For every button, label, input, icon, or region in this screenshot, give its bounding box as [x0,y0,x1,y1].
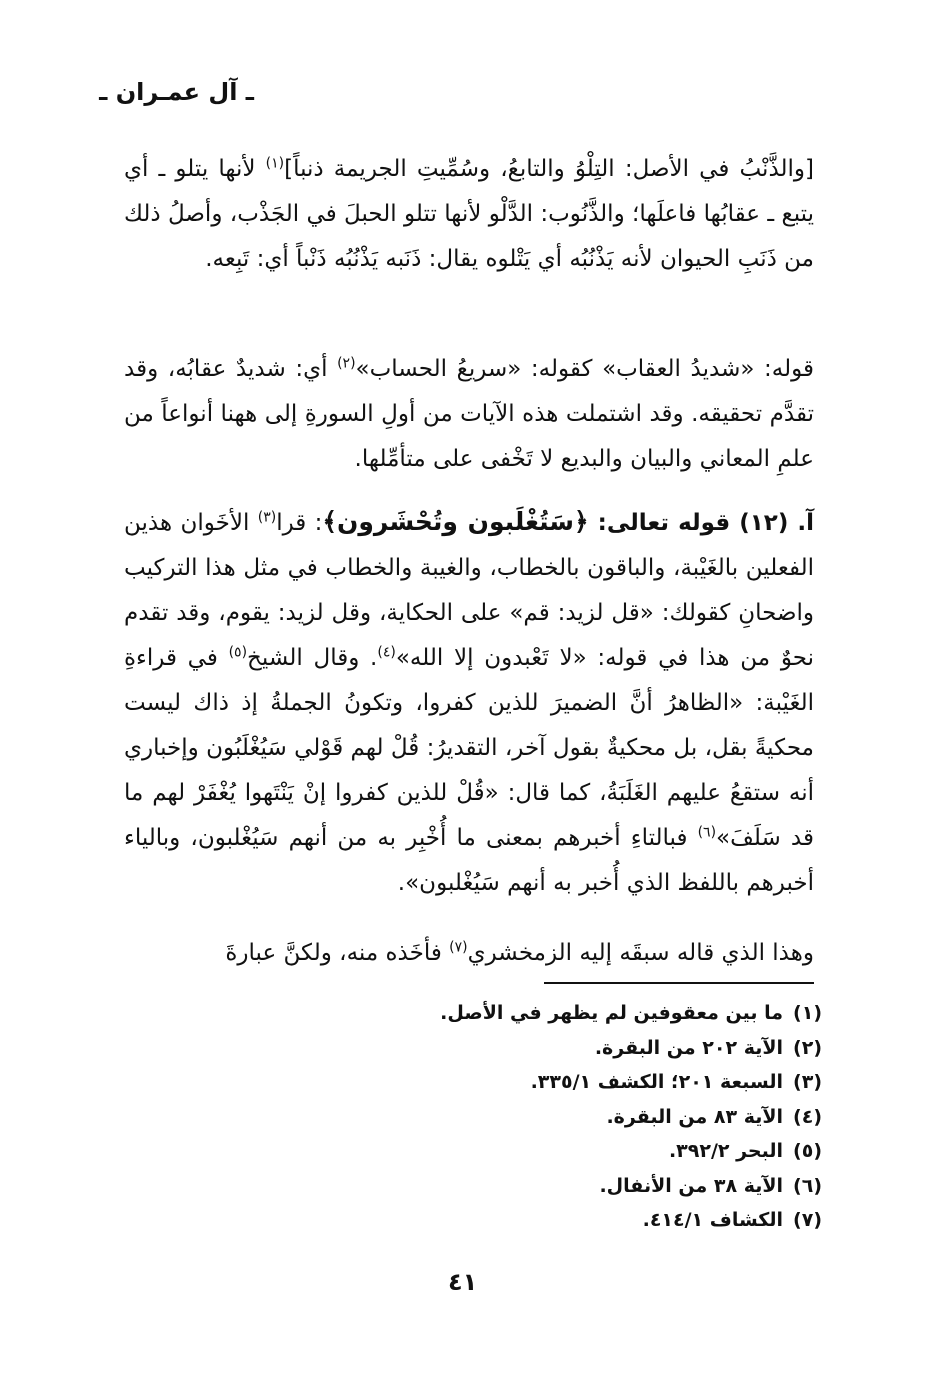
paragraph-1 [124,147,814,282]
footnote-item [322,996,822,1031]
footnote-text: البحر ٣٩٢/٢. [668,1140,784,1162]
footnote-number: (٤) [793,1105,822,1128]
quranic-verse: ﴿سَتُغْلَبون وتُحْشَرون﴾ [322,507,589,536]
footnote-item [322,1031,822,1066]
footnote-ref-5[interactable]: (٥) [228,644,248,661]
paragraph-text: أي: شديدٌ عقابُه، وقد تقدَّم تحقيقه. وقد اشتملت هذه الآيات من أولِ السورةِ إلى ههنا أنواعاً من علمِ المعاني والبيان والبديع لا تَخْفى على متأمِّلها. [124,356,814,472]
footnote-item [322,1169,822,1204]
footnote-ref-4[interactable]: (٤) [377,644,396,661]
footnote-ref-7[interactable]: (٧) [449,939,468,956]
footnote-number: (٣) [793,1071,822,1093]
footnote-text: السبعة ٢٠١؛ الكشف ٣٣٥/١. [530,1071,784,1093]
paragraph-4 [124,931,814,976]
paragraph-text: فبالتاءِ أخبرهم بمعنى ما أُخْبِر به من أنهم سَيُغْلبون، وبالياء أخبرهم باللفظ الذي أُخبر به أنهم سَيُغْلبون». [124,825,814,896]
footnote-number: (٢) [793,1036,822,1059]
paragraph-text: وهذا الذي قاله سبقَه إليه الزمخشري [467,940,814,966]
verse-label: قوله تعالى: [588,510,740,536]
page-number: ٤١ [448,1268,478,1296]
footnote-ref-6[interactable]: (٦) [697,824,717,841]
footnote-text: ما بين معقوفين لم يظهر في الأصل. [440,1002,784,1024]
paragraph-text: . وقال الشيخ [247,645,378,671]
paragraph-text: قوله: «شديدُ العقاب» كقوله: «سريعُ الحساب» [355,356,815,382]
footnote-ref-3[interactable]: (٣) [257,509,277,526]
paragraph-text: في قراءةِ الغَيْبة: «الظاهرُ أنَّ الضميرَ للذين كفروا، وتكونُ الجملةُ إذ ذاك ليست محكيةً بقل، بل محكيةٌ بقول آخر، التقديرُ: قُلْ لهم قَوْلي سَيُغْلَبُون وإخباري أنه ستقعُ عليهم الغَلَبَةُ، كما قال: «قُلْ للذين كفروا إنْ يَنْتَهوا يُغْفَرْ لهم ما قد سَلَفَ» [124,645,814,851]
paragraph-text: : قرا [276,510,323,536]
paragraph-text: فأخَذه منه، ولكنَّ عبارةَ [225,940,450,966]
running-header: ـ آل عمـران ـ [99,78,254,106]
footnote-item [322,1100,822,1135]
footnote-number: (٧) [793,1209,822,1231]
footnote-number: (١) [793,1002,822,1024]
footnote-number: (٦) [793,1174,822,1197]
footnote-ref-2[interactable]: (٢) [337,355,356,372]
footnote-item [322,1134,822,1169]
footnote-ref-1[interactable]: (١) [265,155,285,172]
footnote-text: الكشاف ٤١٤/١. [642,1209,784,1231]
paragraph-text: لأنها يتلو ـ أي يتبع ـ عقابُها فاعلَها؛ والذَّنُوب: الدَّلْو لأنها تتلو الحبلَ في الجَذْب، وأصلُ ذلك من ذَنَبِ الحيوان لأنه يَذْنُبُه أي يَتْلوه يقال: ذَنَبه يَذْنُبُه ذَنْباً أي: تَبِعه. [124,156,814,272]
footnote-divider [544,982,814,984]
paragraph-3 [124,499,814,906]
paragraph-text: الأخَوان هذين الفعلين بالغَيْبة، والباقون بالخطاب، والغيبة والخطاب في مثل هذا التركيب واضحانِ كقولك: «قل لزيد: قم» على الحكاية، وقل لزيد: يقوم، وقد تقدم نحوٌ من هذا في قوله: «لا تَعْبدون إلا الله» [124,510,814,671]
footnote-item [322,1203,822,1238]
footnote-number: (٥) [793,1140,822,1162]
paragraph-2 [124,347,814,482]
footnote-text: الآية ٢٠٢ من البقرة. [594,1036,784,1059]
footnote-text: الآية ٨٣ من البقرة. [606,1105,784,1128]
footnotes-list [322,996,822,1238]
verse-number: آ. (١٢) [739,510,815,536]
paragraph-text: [والذَّنْبُ في الأصل: التِلْوُ والتابعُ، وسُمِّيتِ الجريمة ذنباً] [284,156,814,182]
footnote-item [322,1065,822,1100]
footnote-text: الآية ٣٨ من الأنفال. [599,1174,784,1197]
